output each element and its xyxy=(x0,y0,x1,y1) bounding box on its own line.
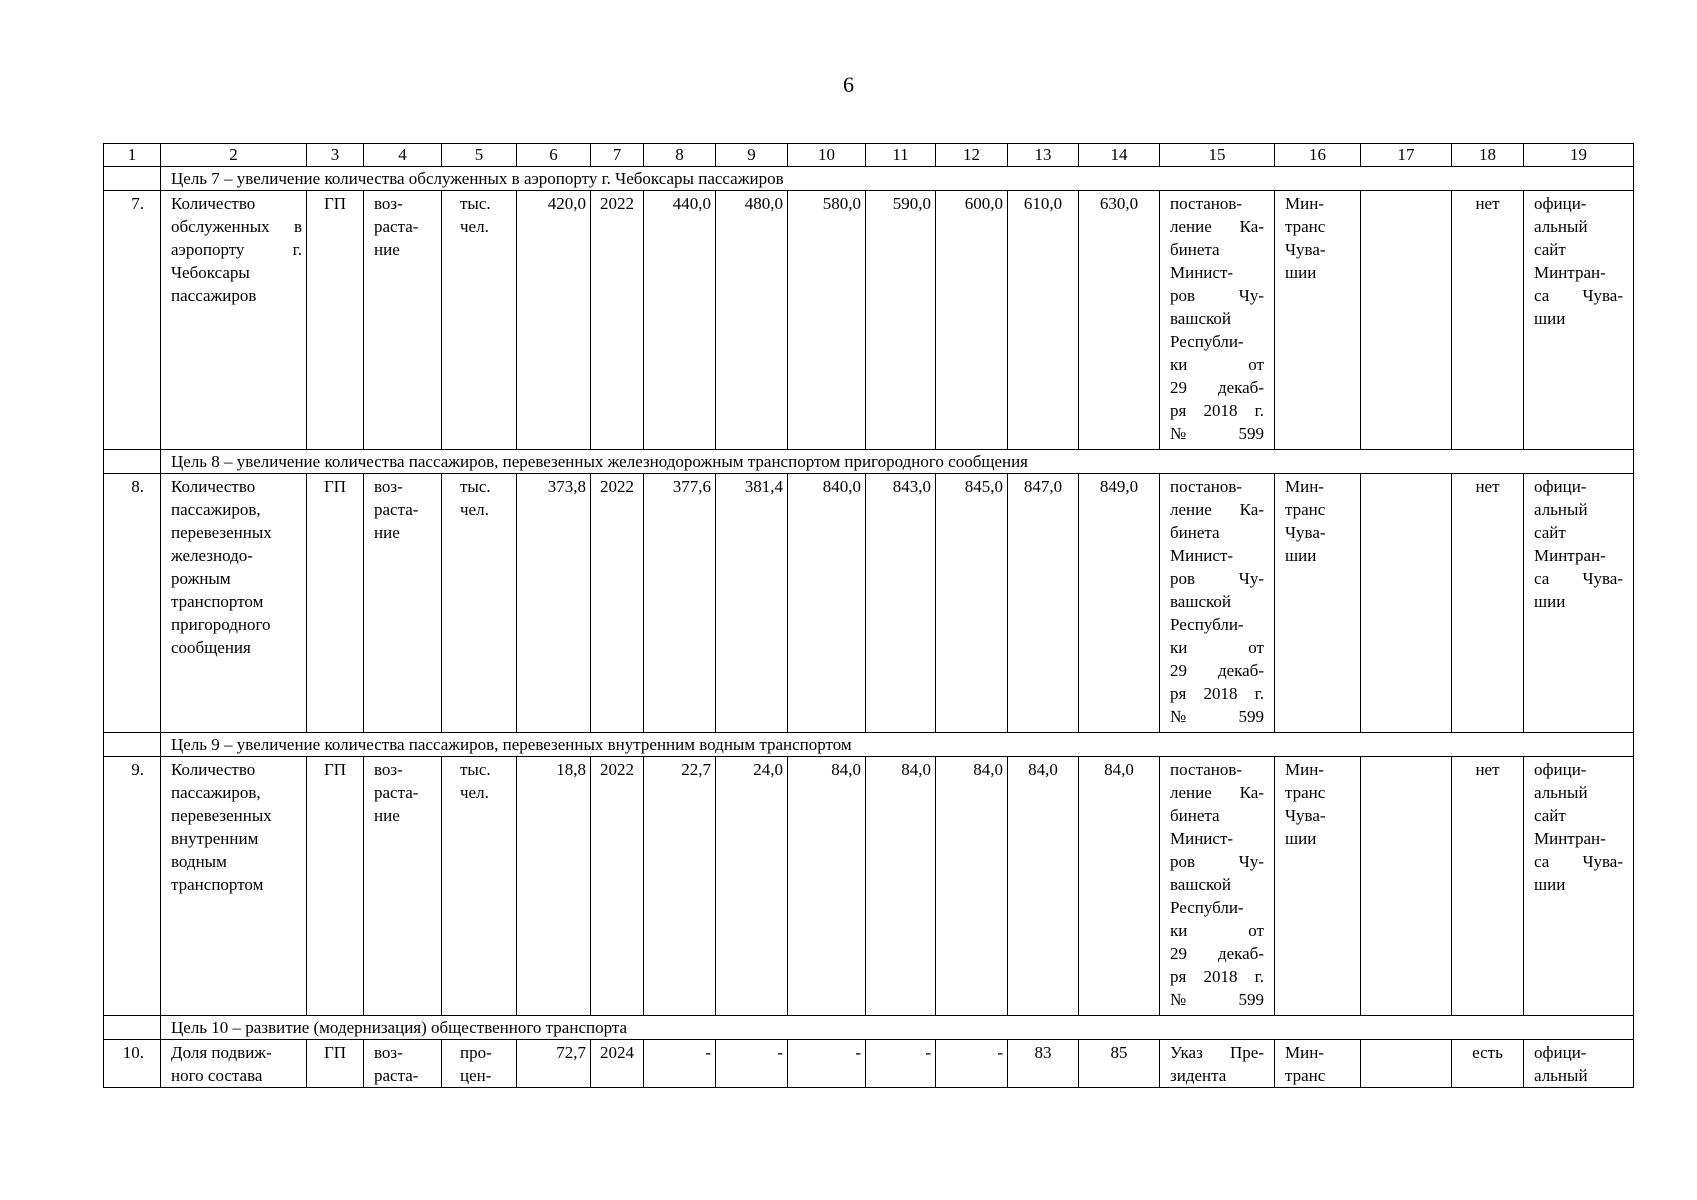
indicators-table xyxy=(103,143,1634,1088)
indicator-name: Количество обслуженных в аэропорту г. Чебоксары пассажиров xyxy=(161,191,307,450)
responsible-body: Мин- транс Чува- шии xyxy=(1275,474,1361,733)
value-col-13: 84,0 xyxy=(1008,757,1079,1016)
value-col-10: - xyxy=(788,1040,866,1088)
responsible-body: Мин- транс Чува- шии xyxy=(1275,191,1361,450)
base-year: 2022 xyxy=(591,191,644,450)
column-18-cell: нет xyxy=(1452,191,1524,450)
column-number: 3 xyxy=(307,144,364,167)
column-number: 15 xyxy=(1160,144,1275,167)
base-value: 18,8 xyxy=(517,757,591,1016)
value-col-12: 845,0 xyxy=(936,474,1008,733)
table-row xyxy=(104,474,1634,733)
value-col-11: 590,0 xyxy=(866,191,936,450)
goal-spacer-cell xyxy=(104,167,161,191)
row-number: 9. xyxy=(104,757,161,1016)
source-document: Указ Пре- зидента xyxy=(1160,1040,1275,1088)
source-document: постанов- ление Ка- бинета Минист- ров Чу- вашской Республи- ки от 29 декаб- ря 2018 г. № 599 xyxy=(1160,474,1275,733)
column-number: 2 xyxy=(161,144,307,167)
value-col-14: 85 xyxy=(1079,1040,1160,1088)
column-number: 17 xyxy=(1361,144,1452,167)
unit-of-measure: тыс. чел. xyxy=(442,757,517,1016)
page-number: 6 xyxy=(843,72,854,97)
value-col-8: 22,7 xyxy=(644,757,716,1016)
value-col-11: 84,0 xyxy=(866,757,936,1016)
goal-title: Цель 10 – развитие (модернизация) общественного транспорта xyxy=(161,1016,1634,1040)
table-row xyxy=(104,757,1634,1016)
source-document: постанов- ление Ка- бинета Минист- ров Чу- вашской Республи- ки от 29 декаб- ря 2018 г. № 599 xyxy=(1160,757,1275,1016)
value-col-14: 630,0 xyxy=(1079,191,1160,450)
responsible-body: Мин- транс Чува- шии xyxy=(1275,757,1361,1016)
base-value: 420,0 xyxy=(517,191,591,450)
table-body xyxy=(104,167,1634,1088)
base-year: 2022 xyxy=(591,757,644,1016)
value-col-8: - xyxy=(644,1040,716,1088)
information-source: офици- альный сайт Минтран- са Чува- шии xyxy=(1524,191,1634,450)
column-number: 5 xyxy=(442,144,517,167)
value-col-8: 377,6 xyxy=(644,474,716,733)
table-row xyxy=(104,1040,1634,1088)
value-col-9: 24,0 xyxy=(716,757,788,1016)
column-number: 9 xyxy=(716,144,788,167)
value-col-10: 84,0 xyxy=(788,757,866,1016)
indicator-name: Количество пассажиров, перевезенных внутренним водным транспортом xyxy=(161,757,307,1016)
column-number: 10 xyxy=(788,144,866,167)
row-number: 10. xyxy=(104,1040,161,1088)
column-number: 18 xyxy=(1452,144,1524,167)
column-18-cell: есть xyxy=(1452,1040,1524,1088)
column-number: 11 xyxy=(866,144,936,167)
base-year: 2024 xyxy=(591,1040,644,1088)
goal-title: Цель 9 – увеличение количества пассажиров, перевезенных внутренним водным транспортом xyxy=(161,733,1634,757)
value-col-9: 480,0 xyxy=(716,191,788,450)
value-col-11: - xyxy=(866,1040,936,1088)
goal-spacer-cell xyxy=(104,450,161,474)
responsible-body: Мин- транс xyxy=(1275,1040,1361,1088)
column-number: 16 xyxy=(1275,144,1361,167)
column-number: 12 xyxy=(936,144,1008,167)
information-source: офици- альный сайт Минтран- са Чува- шии xyxy=(1524,757,1634,1016)
indicator-trend: воз- раста- ние xyxy=(364,757,442,1016)
unit-of-measure: тыс. чел. xyxy=(442,474,517,733)
unit-of-measure: про- цен- xyxy=(442,1040,517,1088)
base-value: 373,8 xyxy=(517,474,591,733)
value-col-10: 840,0 xyxy=(788,474,866,733)
column-number: 8 xyxy=(644,144,716,167)
column-17-cell xyxy=(1361,474,1452,733)
column-number: 1 xyxy=(104,144,161,167)
indicator-level: ГП xyxy=(307,1040,364,1088)
column-number: 6 xyxy=(517,144,591,167)
value-col-11: 843,0 xyxy=(866,474,936,733)
value-col-13: 83 xyxy=(1008,1040,1079,1088)
column-number: 19 xyxy=(1524,144,1634,167)
goal-spacer-cell xyxy=(104,733,161,757)
goal-row xyxy=(104,733,1634,757)
indicator-level: ГП xyxy=(307,474,364,733)
indicator-trend: воз- раста- ние xyxy=(364,474,442,733)
base-value: 72,7 xyxy=(517,1040,591,1088)
indicator-name: Доля подвиж- ного состава xyxy=(161,1040,307,1088)
column-17-cell xyxy=(1361,191,1452,450)
value-col-12: 84,0 xyxy=(936,757,1008,1016)
value-col-14: 849,0 xyxy=(1079,474,1160,733)
column-18-cell: нет xyxy=(1452,757,1524,1016)
column-number: 13 xyxy=(1008,144,1079,167)
value-col-14: 84,0 xyxy=(1079,757,1160,1016)
value-col-13: 610,0 xyxy=(1008,191,1079,450)
goal-row xyxy=(104,450,1634,474)
indicator-trend: воз- раста- xyxy=(364,1040,442,1088)
value-col-9: - xyxy=(716,1040,788,1088)
goal-title: Цель 7 – увеличение количества обслуженных в аэропорту г. Чебоксары пассажиров xyxy=(161,167,1634,191)
column-number-row xyxy=(104,144,1634,167)
value-col-12: - xyxy=(936,1040,1008,1088)
information-source: офици- альный xyxy=(1524,1040,1634,1088)
goal-title: Цель 8 – увеличение количества пассажиров, перевезенных железнодорожным транспортом пригородного сообщения xyxy=(161,450,1634,474)
column-number: 14 xyxy=(1079,144,1160,167)
unit-of-measure: тыс. чел. xyxy=(442,191,517,450)
row-number: 7. xyxy=(104,191,161,450)
goal-row xyxy=(104,167,1634,191)
column-number: 7 xyxy=(591,144,644,167)
source-document: постанов- ление Ка- бинета Минист- ров Чу- вашской Республи- ки от 29 декаб- ря 2018 г. № 599 xyxy=(1160,191,1275,450)
column-17-cell xyxy=(1361,757,1452,1016)
information-source: офици- альный сайт Минтран- са Чува- шии xyxy=(1524,474,1634,733)
indicator-trend: воз- раста- ние xyxy=(364,191,442,450)
column-18-cell: нет xyxy=(1452,474,1524,733)
value-col-12: 600,0 xyxy=(936,191,1008,450)
value-col-8: 440,0 xyxy=(644,191,716,450)
indicator-level: ГП xyxy=(307,757,364,1016)
indicator-name: Количество пассажиров, перевезенных железнодо-рожным транспортом пригородного сообщения xyxy=(161,474,307,733)
row-number: 8. xyxy=(104,474,161,733)
goal-spacer-cell xyxy=(104,1016,161,1040)
goal-row xyxy=(104,1016,1634,1040)
column-number: 4 xyxy=(364,144,442,167)
base-year: 2022 xyxy=(591,474,644,733)
table-row xyxy=(104,191,1634,450)
column-17-cell xyxy=(1361,1040,1452,1088)
value-col-10: 580,0 xyxy=(788,191,866,450)
value-col-9: 381,4 xyxy=(716,474,788,733)
value-col-13: 847,0 xyxy=(1008,474,1079,733)
indicator-level: ГП xyxy=(307,191,364,450)
